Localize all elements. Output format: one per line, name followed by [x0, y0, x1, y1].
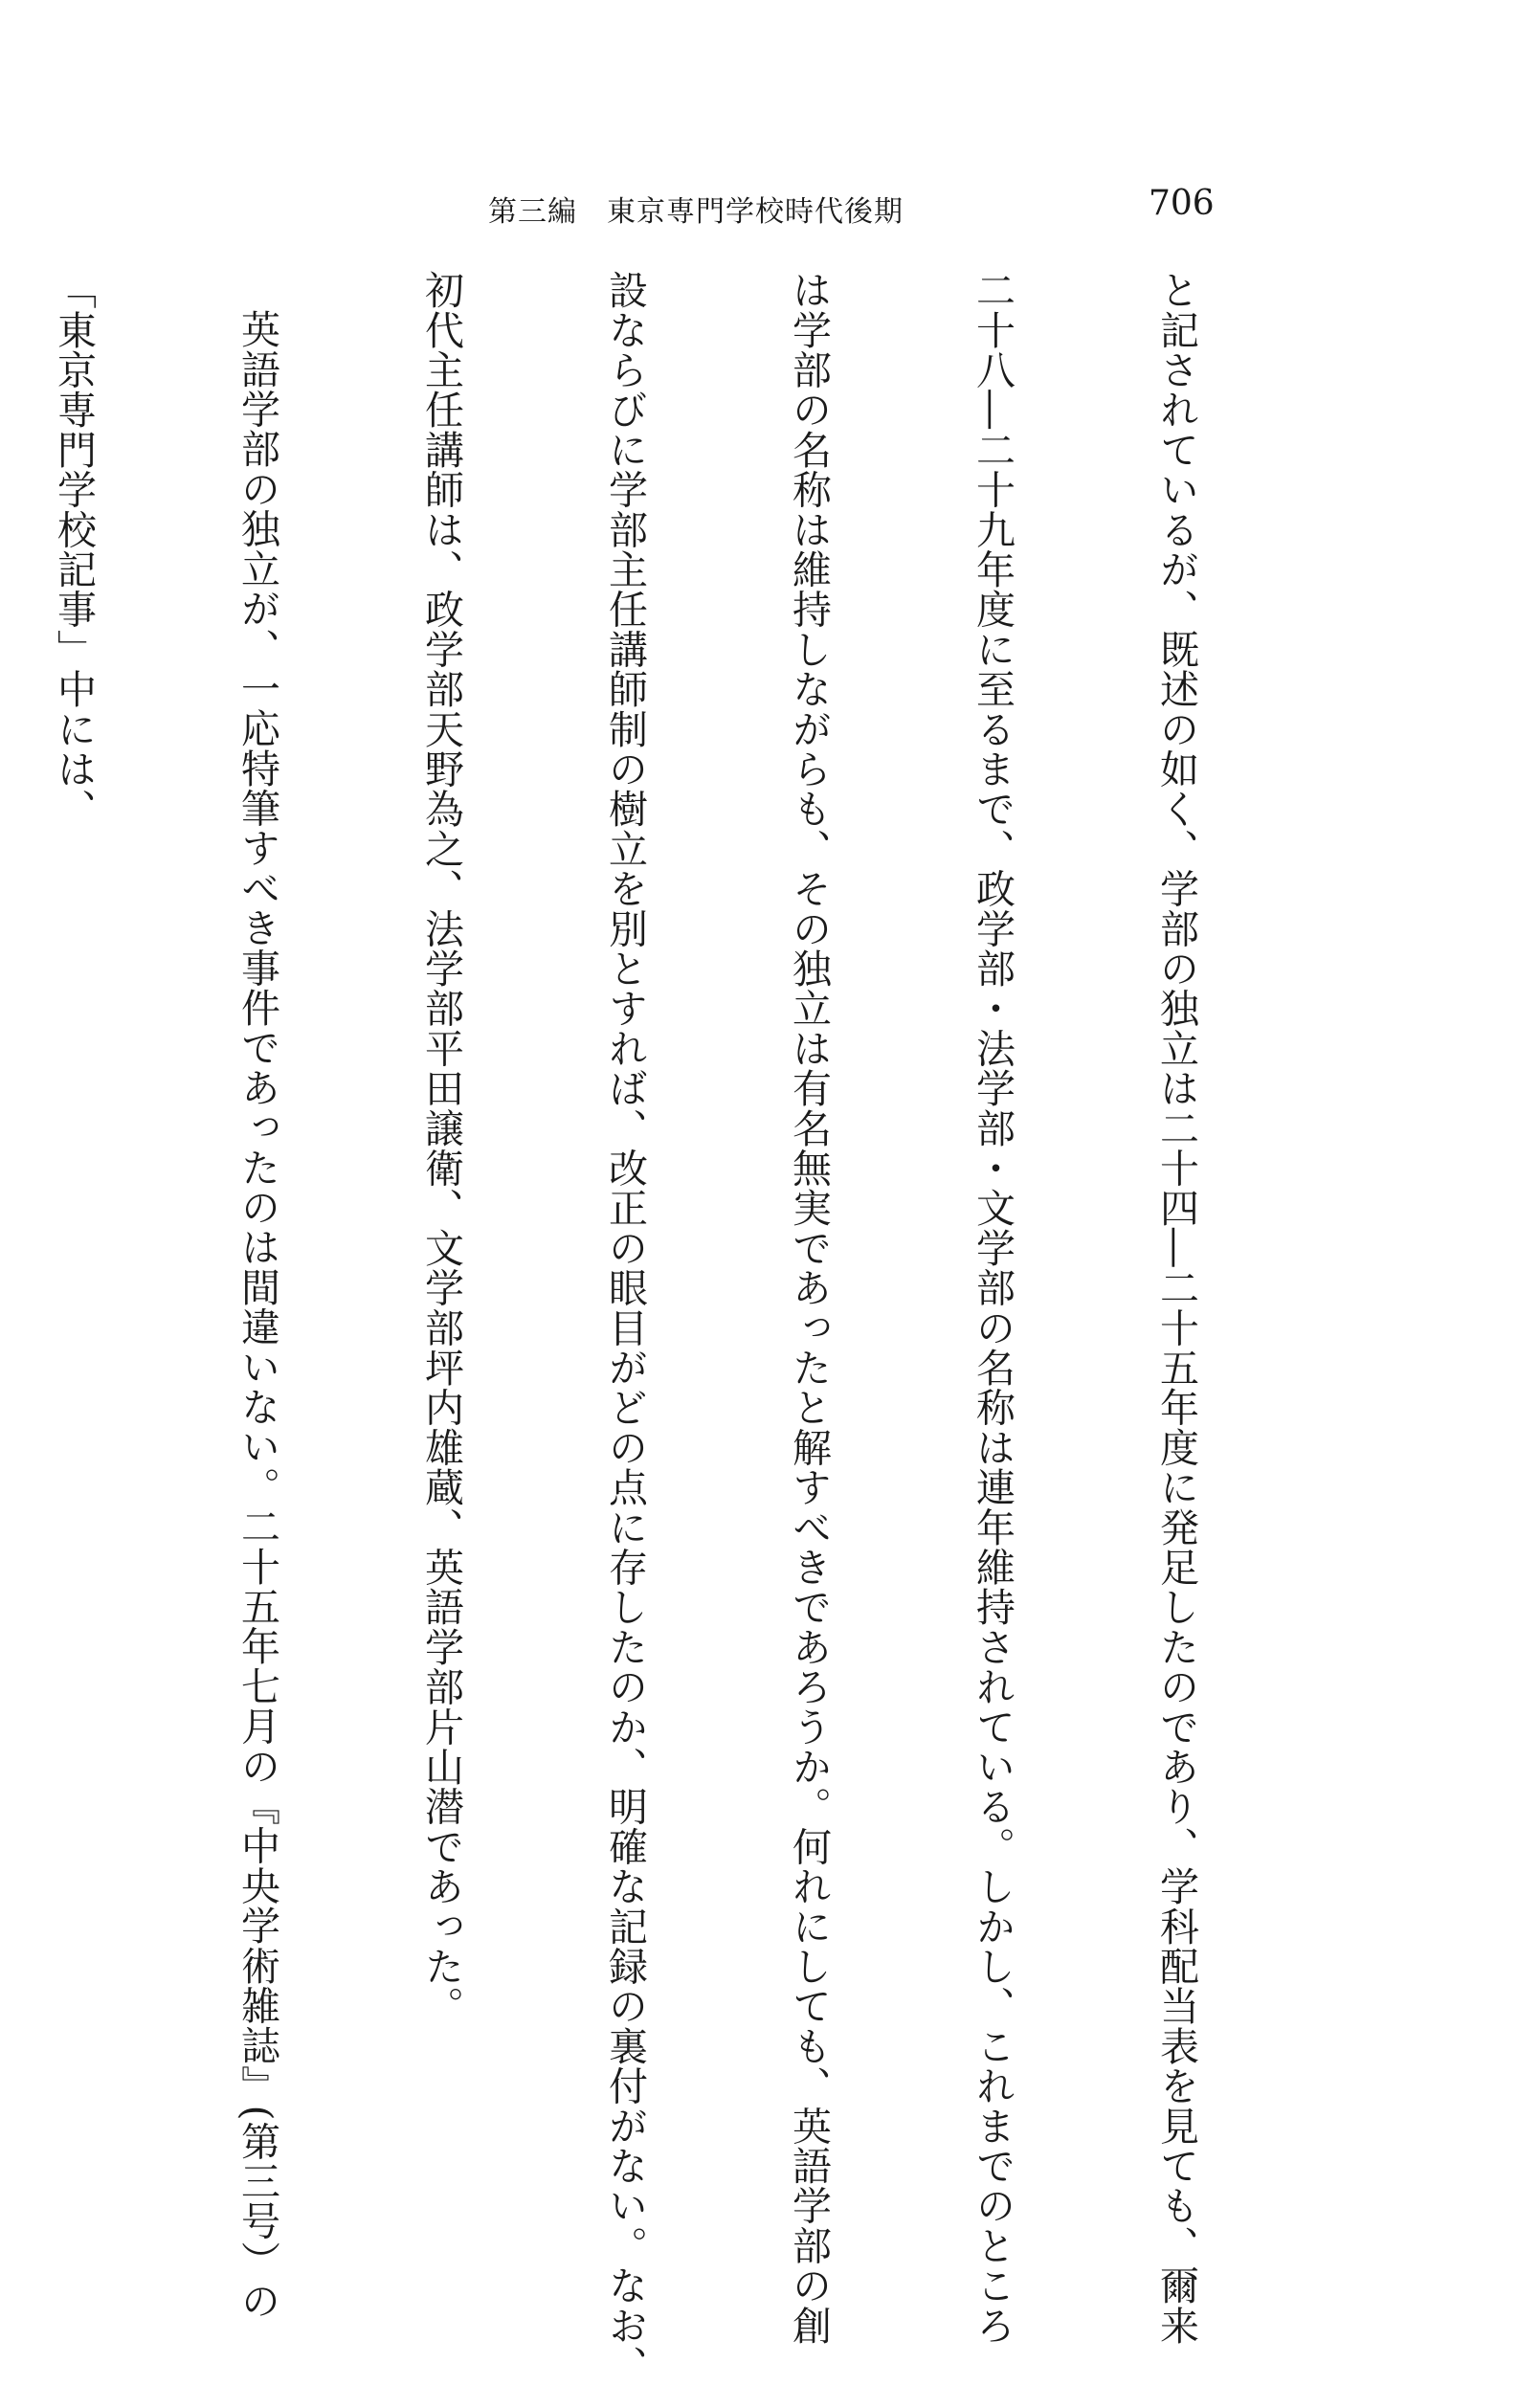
text-line: は学部の名称は維持しながらも、その独立は有名無実であったと解すべきであろうか。何れにしても、英語学部の創: [786, 270, 832, 2346]
text-line: 二十八―二十九年度に至るまで、政学部・法学部・文学部の名称は連年維持されている。しかし、これまでのところ: [970, 270, 1016, 2346]
text-line: 英語学部の独立が、一応特筆すべき事件であったのは間違いない。二十五年七月の『中央学術雑誌』(第三号）の: [234, 309, 280, 2321]
page-number: 706: [1149, 184, 1215, 223]
text-line: 「東京専門学校記事」中には、: [51, 270, 97, 829]
running-head: 第三編 東京専門学校時代後期: [488, 195, 904, 229]
text-line: と記されているが、既述の如く、学部の独立は二十四―二十五年度に発足したのであり、学科配当表を見ても、爾来: [1153, 270, 1199, 2346]
body-text: [0, 270, 1329, 2385]
page-header: [0, 184, 1540, 235]
text-line: 設ならびに学部主任講師制の樹立を別とすれば、改正の眼目がどの点に存したのか、明確な記録の裏付がない。なお、: [602, 270, 648, 2385]
text-line: 初代主任講師は、政学部天野為之、法学部平田譲衛、文学部坪内雄蔵、英語学部片山潜であった。: [418, 270, 464, 2026]
